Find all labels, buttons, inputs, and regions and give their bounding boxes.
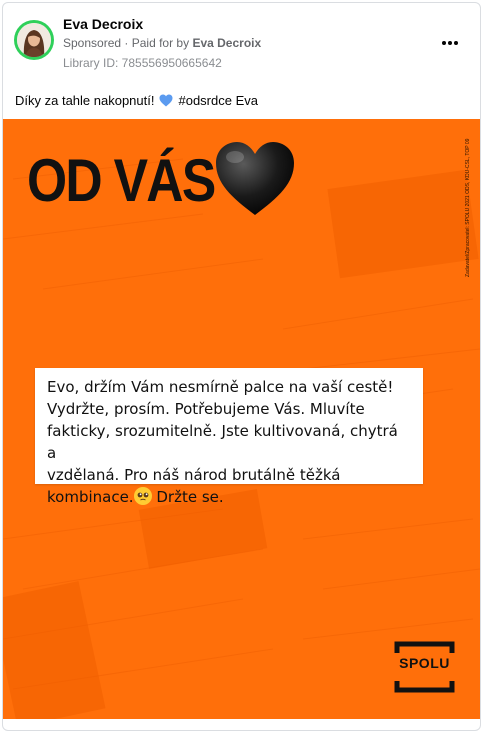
library-id: Library ID: 785556950665642 — [63, 56, 222, 70]
paid-for-name[interactable]: Eva Decroix — [192, 36, 262, 50]
ad-creative-image[interactable] — [3, 119, 480, 719]
black-heart-icon — [213, 139, 297, 219]
sponsored-line — [63, 36, 261, 50]
more-options-button[interactable] — [438, 33, 462, 53]
avatar[interactable] — [14, 20, 54, 60]
headline: OD VÁS — [27, 147, 215, 214]
hashtag-link[interactable]: #odsrdce Eva — [178, 93, 258, 108]
author-name[interactable]: Eva Decroix — [63, 16, 144, 32]
ad-post-card — [2, 2, 481, 731]
sponsored-label[interactable]: Sponsored — [63, 36, 122, 50]
separator-dot: · — [124, 36, 132, 50]
logo-text: SPOLU — [399, 655, 450, 671]
quote-line: fakticky, srozumitelně. Jste kultivovaná, chytrá a — [47, 422, 398, 462]
quote-line-last — [47, 486, 411, 508]
pleading-face-icon — [134, 487, 152, 505]
quote-line: kombinace. — [47, 488, 134, 506]
spolu-logo — [394, 641, 455, 693]
quote-line: Vydržte, prosím. Potřebujeme Vás. Mluvíte — [47, 400, 365, 418]
caption-text: Díky za tahle nakopnutí! — [15, 93, 155, 108]
post-header — [3, 3, 480, 83]
quote-line: Evo, držím Vám nesmírně palce na vaší cestě! — [47, 378, 394, 396]
more-options-icon — [442, 41, 446, 45]
paid-for-prefix: Paid for by — [131, 36, 190, 50]
profile-photo — [17, 23, 51, 57]
post-caption — [15, 93, 258, 108]
legal-disclaimer: Zadavatel/Zpracovatel: SPOLU 2021 ODS, KDU-ČSL, TOP 09 — [465, 138, 471, 277]
more-options-icon-dot — [448, 41, 452, 45]
quote-ending: Držte se. — [156, 488, 224, 506]
more-options-icon-dot — [454, 41, 458, 45]
comment-quote-box — [35, 368, 423, 506]
quote-line: vzdělaná. Pro náš národ brutálně těžká — [47, 466, 341, 484]
blue-heart-icon — [159, 94, 173, 107]
